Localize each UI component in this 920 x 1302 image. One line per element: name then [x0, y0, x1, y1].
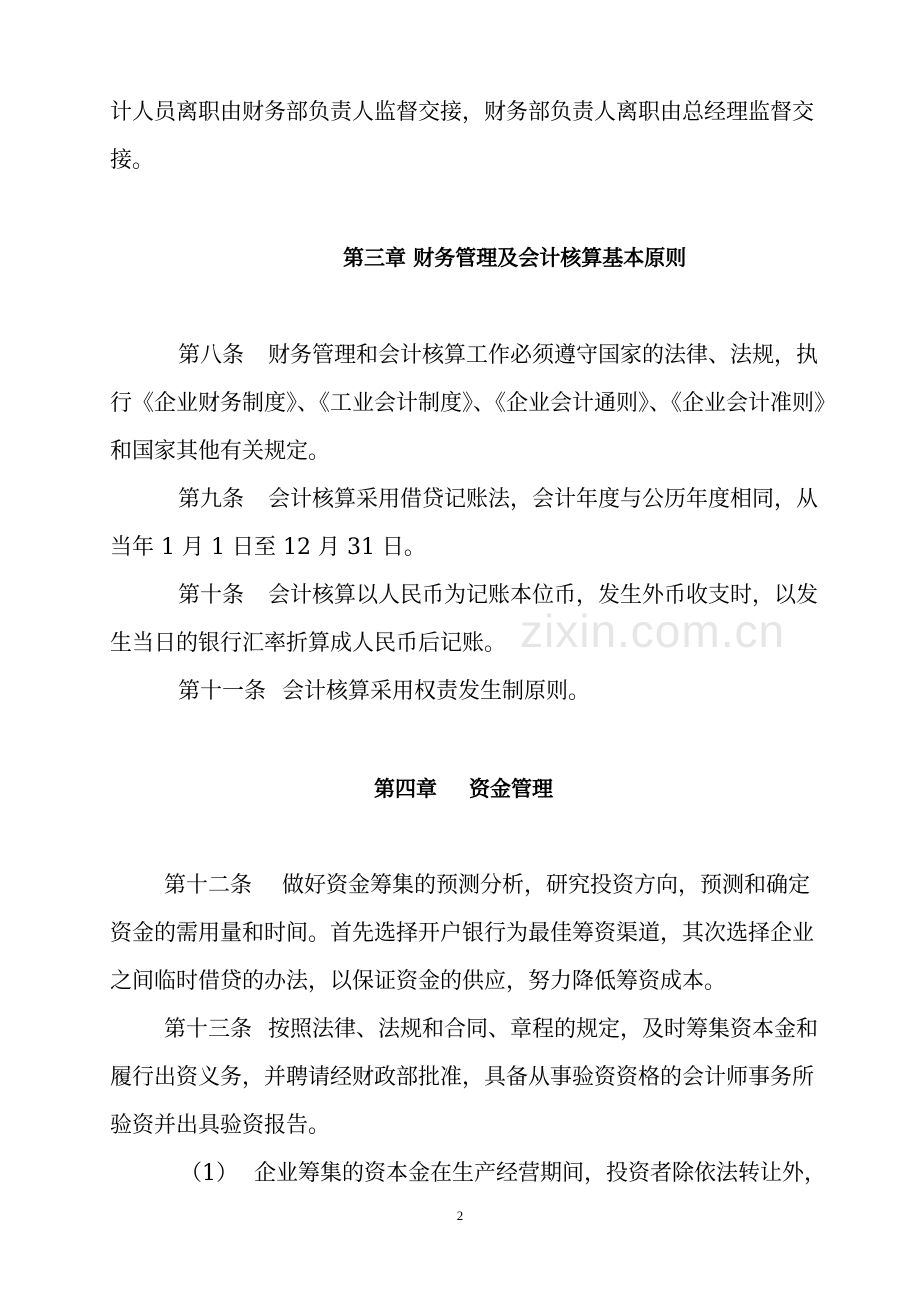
text-line: 按照法律、法规和合同、章程的规定，及时筹集资本金和 — [268, 1017, 819, 1042]
item-label: （1） — [180, 1161, 238, 1186]
text-line: 和国家其他有关规定。 — [110, 439, 331, 464]
chapter-4-heading — [374, 774, 553, 804]
text-line: 企业筹集的资本金在生产经营期间，投资者除依法转让外， — [254, 1161, 827, 1186]
text-line: 行《企业财务制度》、《工业会计制度》、《企业会计通则》、《企业会计准则》 — [110, 391, 837, 416]
text-line: 会计核算采用权责发生制原则。 — [282, 679, 591, 704]
text-line: 履行出资义务，并聘请经财政部批准，具备从事验资资格的会计师事务所 — [110, 1065, 815, 1090]
item-1 — [180, 1159, 827, 1189]
article-label: 第十条 — [178, 583, 245, 608]
article-12 — [164, 871, 810, 901]
chapter-label: 第四章 — [374, 777, 437, 801]
article-13 — [164, 1015, 819, 1045]
article-8 — [178, 341, 819, 371]
article-9 — [178, 485, 819, 515]
article-label: 第十三条 — [164, 1017, 253, 1042]
text-line: 财务管理和会计核算工作必须遵守国家的法律、法规，执 — [268, 343, 819, 368]
article-11 — [178, 677, 590, 707]
watermark: zixin.com.cn — [520, 605, 786, 657]
text-line: 会计核算采用借贷记账法，会计年度与公历年度相同，从 — [268, 487, 819, 512]
article-label: 第九条 — [178, 487, 245, 512]
text-line: 资金的需用量和时间。首先选择开户银行为最佳筹资渠道，其次选择企业 — [110, 921, 815, 946]
text-line: 做好资金筹集的预测分析，研究投资方向，预测和确定 — [282, 873, 811, 898]
text-line: 生当日的银行汇率折算成人民币后记账。 — [110, 631, 507, 656]
article-label: 第十二条 — [164, 873, 253, 898]
chapter-3-heading: 第三章 财务管理及会计核算基本原则 — [343, 246, 687, 270]
page-number: 2 — [456, 1208, 464, 1223]
text-line: 接。 — [110, 148, 155, 173]
article-label: 第八条 — [178, 343, 245, 368]
text-line: 之间临时借贷的办法，以保证资金的供应，努力降低筹资成本。 — [110, 969, 727, 994]
text-line: 当年 1 月 1 日至 12 月 31 日。 — [110, 535, 426, 560]
text-line: 验资并出具验资报告。 — [110, 1113, 331, 1138]
text-line: 会计核算以人民币为记账本位币，发生外币收支时，以发 — [268, 583, 819, 608]
article-label: 第十一条 — [178, 679, 267, 704]
chapter-title: 资金管理 — [469, 777, 553, 801]
text-line: 计人员离职由财务部负责人监督交接，财务部负责人离职由总经理监督交 — [110, 100, 815, 125]
